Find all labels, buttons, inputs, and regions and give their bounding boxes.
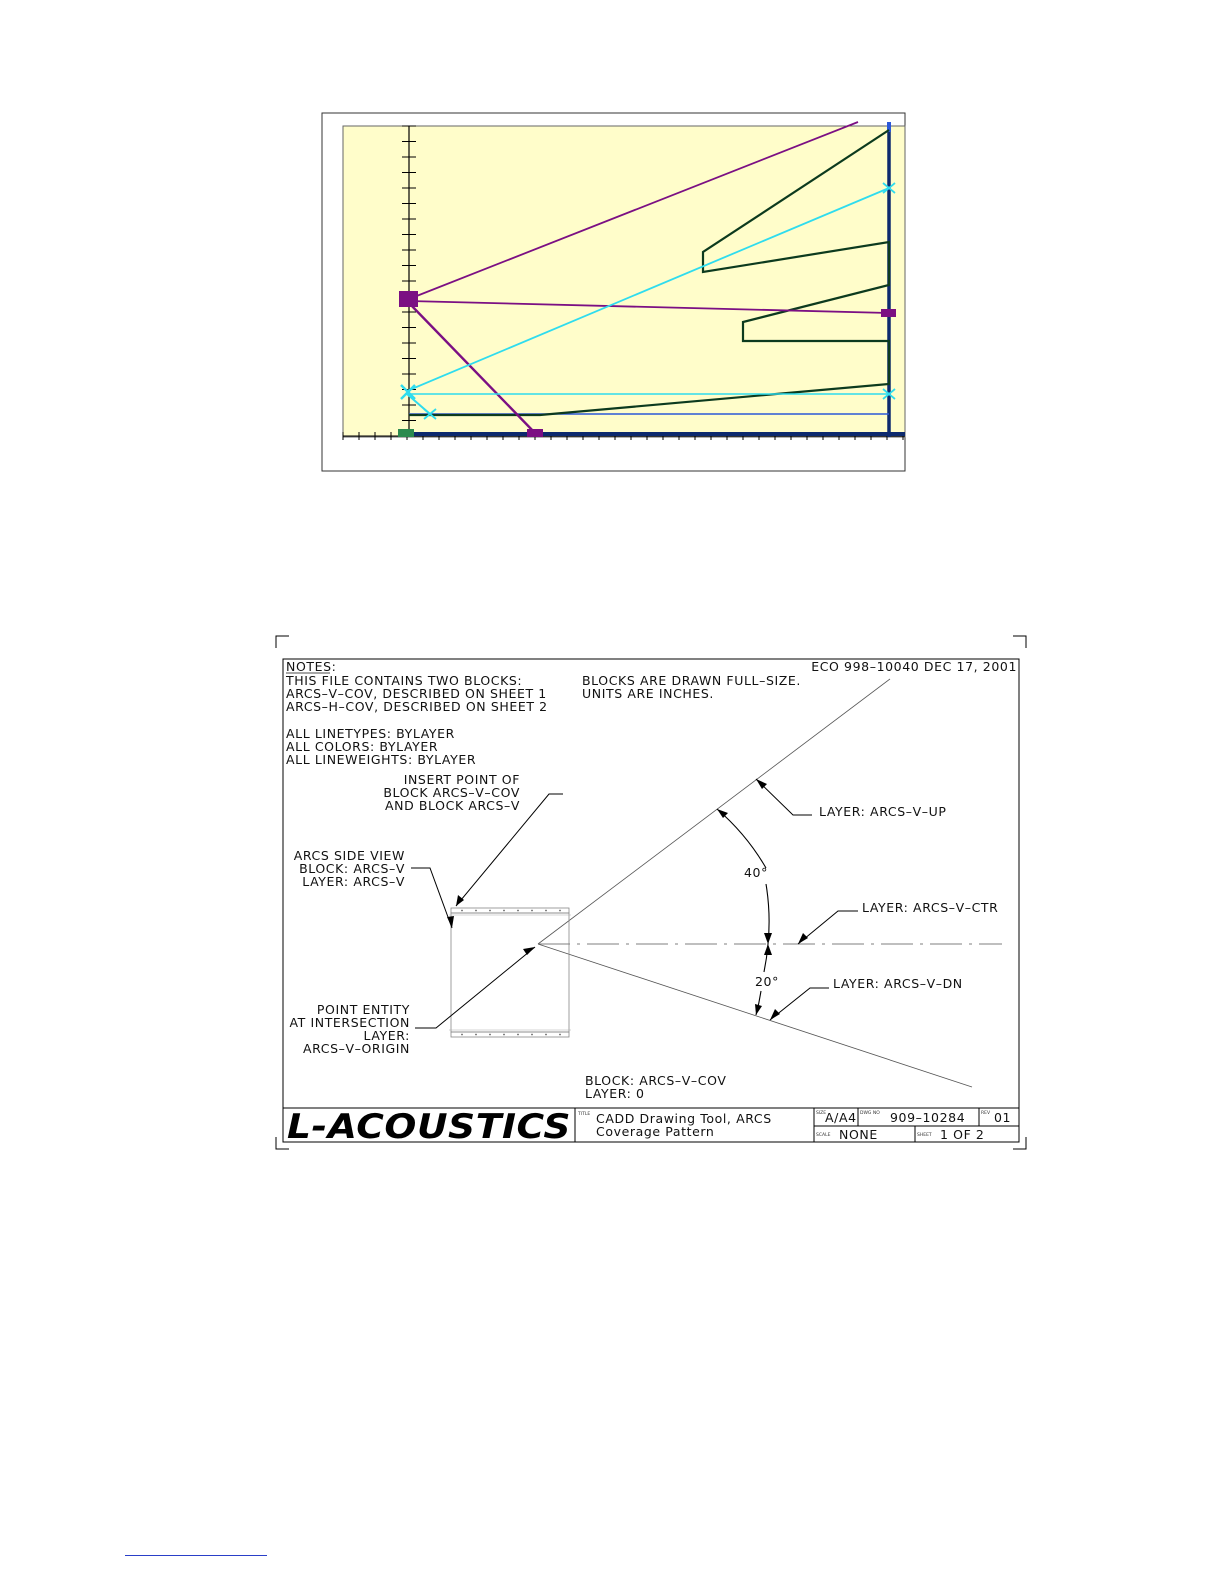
layer-dn-leader (770, 988, 829, 1020)
layer-dn-line (538, 944, 972, 1087)
side-view-line-2: BLOCK: ARCS–V (299, 861, 405, 876)
cad-viewport[interactable] (322, 113, 905, 471)
rail-hole (517, 1034, 519, 1036)
layer-up-label: LAYER: ARCS–V–UP (819, 804, 947, 819)
coverage-lines (538, 679, 1002, 1087)
rail-hole (531, 910, 533, 912)
rail-hole (475, 1034, 477, 1036)
rail-hole (461, 1034, 463, 1036)
insert-point-line-3: AND BLOCK ARCS–V (384, 798, 520, 813)
rev-field-label: REV (981, 1111, 991, 1116)
blocks-note-line-2: UNITS ARE INCHES. (582, 686, 715, 701)
cabinet-rail-holes (461, 910, 561, 1036)
blocks-note (582, 673, 801, 701)
drawing-scale: NONE (839, 1127, 878, 1142)
cabinet-bottom-rail (451, 1032, 569, 1037)
angle-up-label: 40° (744, 865, 768, 880)
sheet-number: 1 OF 2 (940, 1127, 985, 1142)
rail-hole (461, 910, 463, 912)
rail-hole (489, 910, 491, 912)
rail-hole (545, 910, 547, 912)
insert-point-line-1: INSERT POINT OF (403, 772, 520, 787)
rail-hole (517, 910, 519, 912)
layer-dn-label: LAYER: ARCS–V–DN (833, 976, 963, 991)
drawing-title-line-1: CADD Drawing Tool, ARCS (596, 1111, 772, 1126)
notes-line-4: ALL LINETYPES: BYLAYER (286, 726, 455, 741)
layer-ctr-label: LAYER: ARCS–V–CTR (862, 900, 999, 915)
blocks-note-line-1: BLOCKS ARE DRAWN FULL–SIZE. (582, 673, 802, 688)
block-cov-line-2: LAYER: 0 (585, 1086, 645, 1101)
angle-up-arc-upper (717, 809, 766, 868)
annotation-labels (289, 772, 998, 1101)
purple-grip-bottom[interactable] (527, 429, 543, 437)
green-grip-base[interactable] (398, 429, 414, 437)
point-entity-line-1: POINT ENTITY (316, 1002, 410, 1017)
block-cov-line-1: BLOCK: ARCS–V–COV (585, 1073, 727, 1088)
notes-line-5: ALL COLORS: BYLAYER (286, 739, 439, 754)
dwg-no-field-label: DWG NO (860, 1111, 880, 1116)
rail-hole (503, 1034, 505, 1036)
point-entity-line-2: AT INTERSECTION (289, 1015, 410, 1030)
side-view-leader (411, 868, 452, 928)
rail-hole (489, 1034, 491, 1036)
purple-grip-origin[interactable] (399, 291, 418, 307)
eco-number: ECO 998–10040 DEC 17, 2001 (811, 659, 1017, 674)
notes-heading: NOTES: (286, 659, 337, 674)
rail-hole (559, 1034, 561, 1036)
drawing-sheet (276, 636, 1026, 1149)
layer-ctr-leader (798, 911, 858, 944)
rail-hole (531, 1034, 533, 1036)
rail-hole (475, 910, 477, 912)
rail-hole (503, 910, 505, 912)
drawing-number: 909–10284 (890, 1110, 966, 1125)
purple-grip-right[interactable] (881, 309, 896, 317)
leader-arrowheads (447, 779, 808, 1020)
l-acoustics-logo: L-ACOUSTICS (287, 1107, 571, 1147)
scale-field-label: SCALE (816, 1133, 831, 1138)
notes-line-2: ARCS–V–COV, DESCRIBED ON SHEET 1 (286, 686, 547, 701)
point-entity-leader (415, 947, 535, 1028)
point-entity-line-3: LAYER: (363, 1028, 410, 1043)
drawing-title-line-2: Coverage Pattern (596, 1124, 715, 1139)
notes-line-1: THIS FILE CONTAINS TWO BLOCKS: (286, 673, 523, 688)
size-field-label: SIZE (816, 1111, 827, 1116)
rail-hole (545, 1034, 547, 1036)
side-view-line-1: ARCS SIDE VIEW (293, 848, 405, 863)
leader-lines (411, 779, 858, 1028)
revision: 01 (994, 1110, 1012, 1125)
footnote-separator (125, 1555, 267, 1556)
title-field-label: TITLE (578, 1112, 591, 1117)
title-block (283, 1107, 1019, 1147)
cabinet-body (451, 913, 569, 1032)
sheet-size: A/A4 (825, 1110, 857, 1125)
angle-dn-label: 20° (755, 974, 779, 989)
notes-line-6: ALL LINEWEIGHTS: BYLAYER (286, 752, 477, 767)
cabinet-top-rail (451, 908, 569, 913)
side-view-line-3: LAYER: ARCS–V (302, 874, 405, 889)
arcs-side-view-block (449, 908, 571, 1037)
rail-hole (559, 910, 561, 912)
sheet-field-label: SHEET (917, 1133, 932, 1138)
insert-point-line-2: BLOCK ARCS–V–COV (383, 785, 520, 800)
notes-block (285, 659, 548, 767)
point-entity-line-4: ARCS–V–ORIGIN (302, 1041, 410, 1056)
notes-line-3: ARCS–H–COV, DESCRIBED ON SHEET 2 (286, 699, 548, 714)
